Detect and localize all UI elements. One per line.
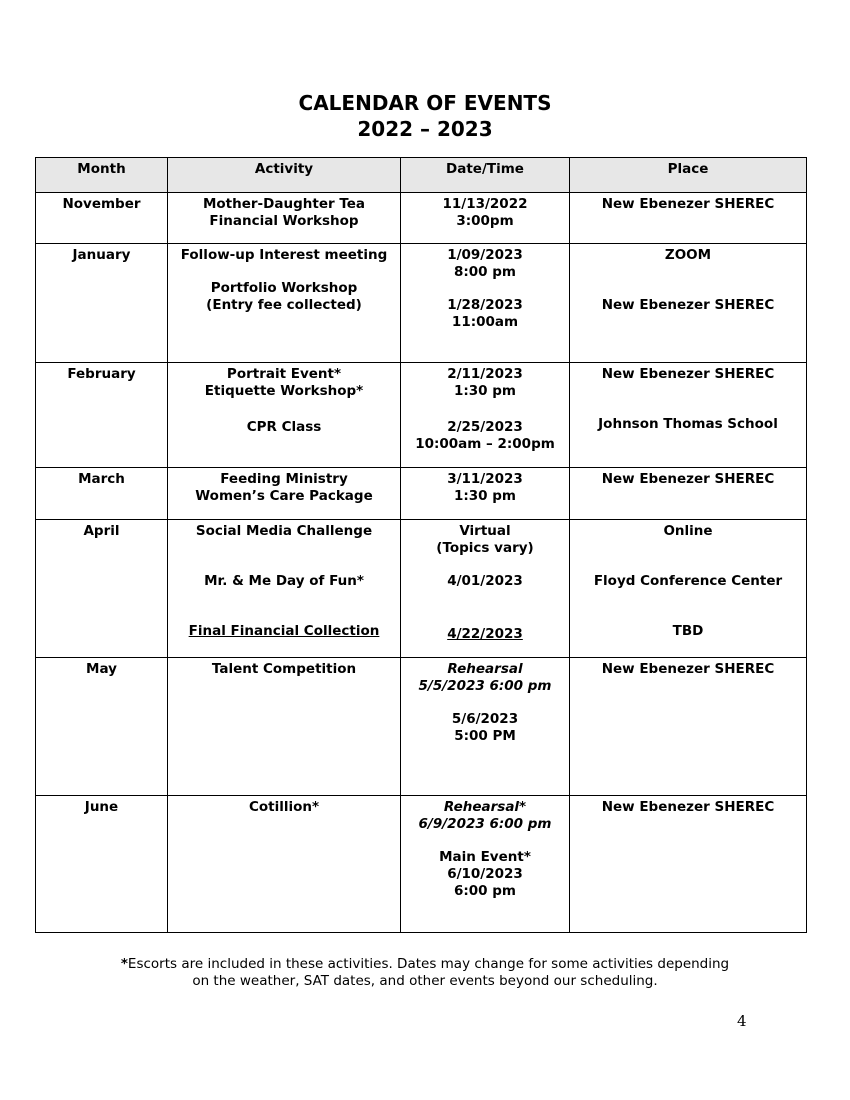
place-text: New Ebenezer SHEREC bbox=[601, 196, 775, 212]
time-text: (Topics vary) bbox=[436, 540, 534, 556]
activity-cell bbox=[168, 796, 401, 933]
activity-text: CPR Class bbox=[246, 419, 322, 435]
header-row bbox=[36, 158, 807, 193]
date-text: 4/22/2023 bbox=[447, 626, 523, 642]
time-text: 1:30 pm bbox=[453, 383, 516, 399]
title-line-1: CALENDAR OF EVENTS bbox=[298, 91, 552, 115]
footnote bbox=[0, 956, 850, 990]
rehearsal-label: Rehearsal bbox=[447, 661, 523, 677]
main-event-label: Main Event* bbox=[439, 849, 531, 865]
time-text: 11:00am bbox=[451, 314, 519, 330]
time-text: 6:00 pm bbox=[453, 883, 516, 899]
date-text: 5/5/2023 6:00 pm bbox=[418, 678, 552, 694]
footnote-text-1: Escorts are included in these activities. Dates may change for some activities depending bbox=[127, 956, 730, 972]
header-activity: Activity bbox=[168, 158, 401, 193]
page-title bbox=[0, 90, 850, 142]
place-cell bbox=[570, 468, 807, 520]
date-text: 6/9/2023 6:00 pm bbox=[418, 816, 552, 832]
footnote-line-1 bbox=[0, 956, 850, 973]
header-datetime: Date/Time bbox=[401, 158, 570, 193]
activity-text: Follow-up Interest meeting bbox=[180, 247, 388, 263]
title-line-2: 2022 – 2023 bbox=[357, 117, 493, 141]
activity-cell bbox=[168, 520, 401, 658]
place-text: New Ebenezer SHEREC bbox=[601, 366, 775, 382]
date-text: 4/01/2023 bbox=[447, 573, 523, 589]
datetime-cell bbox=[401, 796, 570, 933]
time-text: 1:30 pm bbox=[453, 488, 516, 504]
date-text: 3/11/2023 bbox=[447, 471, 523, 487]
place-text: New Ebenezer SHEREC bbox=[601, 661, 775, 677]
activity-text: Mother-Daughter Tea bbox=[202, 196, 366, 212]
place-cell bbox=[570, 796, 807, 933]
table-row bbox=[36, 363, 807, 468]
activity-cell bbox=[168, 363, 401, 468]
activity-text: Etiquette Workshop* bbox=[204, 383, 364, 399]
activity-text: Cotillion* bbox=[248, 799, 320, 815]
place-cell bbox=[570, 658, 807, 796]
activity-text: Women’s Care Package bbox=[195, 488, 373, 504]
activity-text: Feeding Ministry bbox=[220, 471, 348, 487]
place-cell bbox=[570, 520, 807, 658]
table-row bbox=[36, 193, 807, 244]
date-text: 1/28/2023 bbox=[447, 297, 523, 313]
place-text: ZOOM bbox=[664, 247, 712, 263]
date-text: Virtual bbox=[459, 523, 511, 539]
activity-text: (Entry fee collected) bbox=[206, 297, 362, 313]
place-text: New Ebenezer SHEREC bbox=[601, 799, 775, 815]
activity-text: Portfolio Workshop bbox=[210, 280, 358, 296]
table-row bbox=[36, 244, 807, 363]
time-text: 5:00 PM bbox=[454, 728, 516, 744]
date-text: 5/6/2023 bbox=[451, 711, 519, 727]
datetime-cell bbox=[401, 468, 570, 520]
time-text: 3:00pm bbox=[456, 213, 514, 229]
table-row bbox=[36, 468, 807, 520]
table-row bbox=[36, 520, 807, 658]
time-text: 10:00am – 2:00pm bbox=[415, 436, 555, 452]
activity-wrap bbox=[170, 623, 398, 640]
month-cell: April bbox=[36, 520, 168, 658]
place-cell bbox=[570, 363, 807, 468]
datetime-cell bbox=[401, 658, 570, 796]
month-cell: March bbox=[36, 468, 168, 520]
footnote-text-2: on the weather, SAT dates, and other events beyond our scheduling. bbox=[192, 973, 658, 989]
month-cell: June bbox=[36, 796, 168, 933]
activity-cell bbox=[168, 193, 401, 244]
rehearsal-label: Rehearsal* bbox=[443, 799, 527, 815]
activity-text: Talent Competition bbox=[211, 661, 357, 677]
table-row bbox=[36, 658, 807, 796]
place-text: Floyd Conference Center bbox=[593, 573, 783, 589]
date-text: 6/10/2023 bbox=[447, 866, 523, 882]
month-cell: February bbox=[36, 363, 168, 468]
activity-text: Social Media Challenge bbox=[195, 523, 373, 539]
table-row bbox=[36, 796, 807, 933]
datetime-cell bbox=[401, 244, 570, 363]
header-place: Place bbox=[570, 158, 807, 193]
place-text: New Ebenezer SHEREC bbox=[601, 297, 775, 313]
datetime-cell bbox=[401, 193, 570, 244]
datetime-cell bbox=[401, 520, 570, 658]
date-wrap bbox=[403, 626, 567, 643]
footnote-asterisk: * bbox=[120, 956, 128, 972]
page-number: 4 bbox=[737, 1012, 747, 1030]
activity-cell bbox=[168, 658, 401, 796]
date-text: 1/09/2023 bbox=[447, 247, 523, 263]
month-cell: November bbox=[36, 193, 168, 244]
activity-text: Portrait Event* bbox=[226, 366, 342, 382]
time-text: 8:00 pm bbox=[453, 264, 516, 280]
activity-text: Mr. & Me Day of Fun* bbox=[204, 573, 364, 589]
place-text: Johnson Thomas School bbox=[598, 416, 778, 432]
header-month: Month bbox=[36, 158, 168, 193]
month-cell: May bbox=[36, 658, 168, 796]
date-text: 2/11/2023 bbox=[447, 366, 523, 382]
place-cell bbox=[570, 244, 807, 363]
activity-text: Final Financial Collection bbox=[188, 623, 380, 639]
events-table bbox=[35, 157, 807, 933]
month-cell: January bbox=[36, 244, 168, 363]
place-text: New Ebenezer SHEREC bbox=[601, 471, 775, 487]
place-text: TBD bbox=[672, 623, 704, 639]
activity-text: Financial Workshop bbox=[209, 213, 359, 229]
datetime-cell bbox=[401, 363, 570, 468]
place-text: Online bbox=[663, 523, 713, 539]
date-text: 2/25/2023 bbox=[447, 419, 523, 435]
activity-cell bbox=[168, 468, 401, 520]
activity-cell bbox=[168, 244, 401, 363]
place-cell bbox=[570, 193, 807, 244]
date-text: 11/13/2022 bbox=[442, 196, 528, 212]
